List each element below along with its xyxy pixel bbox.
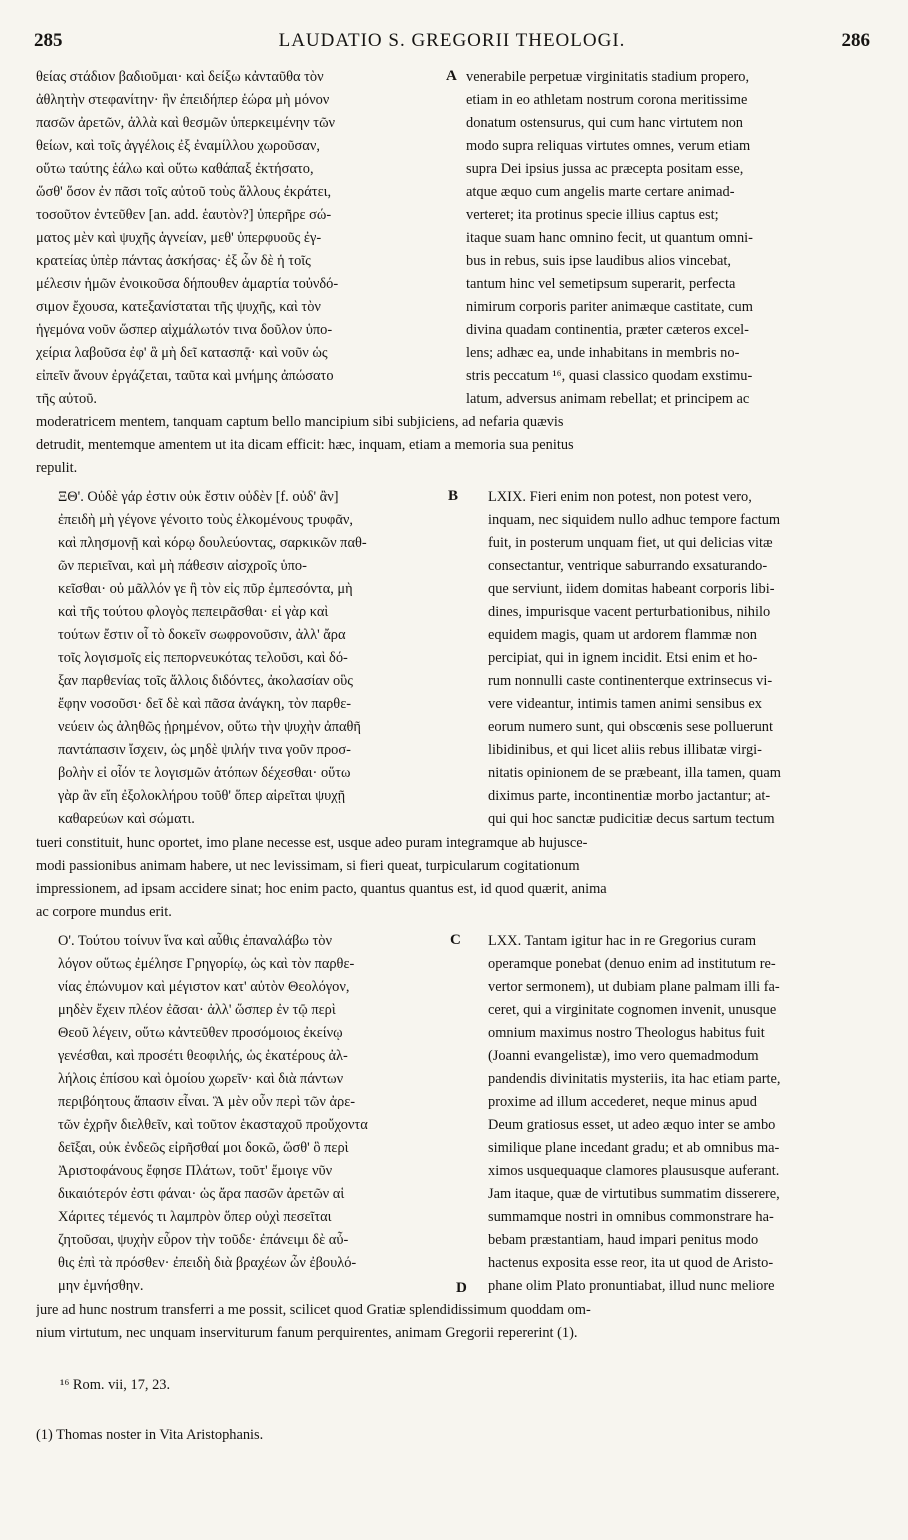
margin-marker-b: B: [448, 488, 459, 504]
text-line: δικαιότερόν ἐστι φάναι· ὡς ἄρα πασῶν ἀρετῶν αἱ: [58, 1186, 345, 1202]
greek-column-2: [36, 486, 440, 831]
text-line: βολὴν εἰ οἷόν τε λογισμῶν ἀτόπων δέχεσθαι· οὕτω: [58, 765, 351, 781]
text-line: qui qui hoc sanctæ pudicitiæ decus sartum tectum: [488, 811, 775, 827]
text-line: supra Dei ipsius jussa ac præcepta positam esse,: [466, 161, 744, 177]
text-line: ὥσθ' ὅσον ἐν πᾶσι τοῖς αὐτοῦ τοὺς ἄλλους ἐκράτει,: [36, 184, 332, 200]
page-number-right: 286: [841, 30, 870, 51]
greek-column-3: [36, 930, 440, 1298]
margin-marker-a: A: [446, 68, 457, 84]
text-line: impressionem, ad ipsam accidere sinat; hoc enim pacto, quantus quantus est, id quod quærit, anima: [36, 881, 607, 897]
text-line: πασῶν ἀρετῶν, ἀλλὰ καὶ θεσμῶν ὑπερκειμένην τῶν: [36, 115, 336, 131]
text-line: καὶ τῆς τούτου φλογὸς πεπειρᾶσθαι· εἰ γὰρ καὶ: [58, 604, 329, 620]
text-line: εἰπεῖν ἄνουν ἐργάζεται, ταῦτα καὶ μνήμης ἀπώσατο: [36, 368, 334, 384]
text-line: tantum hinc vel semetipsum superarit, perfecta: [466, 276, 736, 292]
text-line: τούτων ἔστιν οἷ τὸ δοκεῖν σωφρονοῦσιν, ἀλλ' ἄρα: [58, 627, 346, 643]
text-line: modi passionibus animam habere, ut nec levissimam, si fieri queat, turpicularum cogitationum: [36, 858, 580, 874]
text-line: tueri constituit, hunc oportet, imo plane necesse est, usque adeo puram integramque ab hujusce-: [36, 835, 588, 851]
text-line: nitatis opinionem de se præbeant, illa tamen, quam: [488, 765, 781, 781]
text-line: bus in rebus, suis ipse laudibus alios vincebat,: [466, 253, 731, 269]
text-line: καθαρεύων καὶ σώματι.: [58, 811, 195, 827]
text-line: proxime ad illum accederet, neque minus apud: [488, 1094, 757, 1110]
text-line: libidinibus, et qui licet aliis rebus illibatæ virgi-: [488, 742, 762, 758]
text-line: θείας στάδιον βαδιοῦμαι· καὶ δείξω κἀνταῦθα τὸν: [36, 69, 324, 85]
text-line: μέλεσιν ἡμῶν ἐνοικοῦσα δήπουθεν ἁμαρτία τοὐνδό-: [36, 276, 339, 292]
text-line: consectantur, ventrique saburrando exsaturando-: [488, 558, 768, 574]
latin-fullwidth-1: [36, 411, 874, 480]
text-line: λήλοις ἐπίσου καὶ ὁμοίου χωρεῖν· καὶ διὰ πάντων: [58, 1071, 344, 1087]
text-line: κεῖσθαι· οὐ μᾶλλόν γε ἢ τὸν εἰς πῦρ ἐμπεσόντα, μὴ: [58, 581, 353, 597]
text-line: ἐπειδὴ μὴ γέγονε γένοιτο τοὺς ἑλκομένους τρυφᾶν,: [58, 512, 353, 528]
text-line: bebam præstantiam, haud impari penitus modo: [488, 1232, 759, 1248]
text-line: verteret; ita protinus specie illius captus est;: [466, 207, 719, 223]
text-line: dines, impurisque vacent perturbationibus, nihilo: [488, 604, 771, 620]
text-line: fuit, in posterum unquam fiet, ut qui delicias vitæ: [488, 535, 773, 551]
text-line: νεύειν ὡς ἀληθῶς ᾑρημένον, οὕτω τὴν ψυχὴν ἀπαθῆ: [58, 719, 361, 735]
page-header: [34, 30, 870, 58]
text-line: ματος μὲν καὶ ψυχῆς ἁγνείαν, μεθ' ὑπερφυοῦς ἐγ-: [36, 230, 322, 246]
text-line: que serviunt, iidem domitas habeant corporis libi-: [488, 581, 775, 597]
text-line: ἀθλητὴν στεφανίτην· ἣν ἐπειδήπερ ἑώρα μὴ μόνον: [36, 92, 330, 108]
text-line: (Joanni evangelistæ), imo vero quemadmodum: [488, 1048, 759, 1064]
text-line: χείρια λαβοῦσα ἐφ' ἃ μὴ δεῖ κατασπᾷ· καὶ νοῦν ὡς: [36, 345, 328, 361]
text-line: equidem magis, quam ut ardorem flammæ non: [488, 627, 757, 643]
text-line: Θεοῦ λέγειν, οὕτω κἀντεῦθεν προσόμοιος ἐκείνῳ: [58, 1025, 343, 1041]
text-line: ac corpore mundus erit.: [36, 904, 172, 920]
text-line: LXX. Tantam igitur hac in re Gregorius curam: [488, 933, 757, 949]
text-line: γὰρ ἂν εἴη ἐξολοκλήρου τοῦθ' ὅπερ αἱρεῖται ψυχῇ: [58, 788, 346, 804]
text-line: γενέσθαι, καὶ προσέτι θεοφιλής, ὡς ἑκατέρους ἀλ-: [58, 1048, 348, 1064]
text-line: τοῖς λογισμοῖς εἰς πεπορνευκότας τελοῦσι, καὶ δό-: [58, 650, 348, 666]
text-line: τῆς αὐτοῦ.: [36, 391, 97, 407]
text-line: ζητοῦσαι, ψυχὴν εὗρον τὴν τοῦδε· ἐπάνειμι δὲ αὖ-: [58, 1232, 349, 1248]
text-line: venerabile perpetuæ virginitatis stadium propero,: [466, 69, 750, 85]
text-line: ἡγεμόνα νοῦν ὥσπερ αἰχμάλωτόν τινα δοῦλον ὑπο-: [36, 322, 333, 338]
text-line: LXIX. Fieri enim non potest, non potest vero,: [488, 489, 752, 505]
text-line: τοσοῦτον ἐντεῦθεν [an. add. ἑαυτὸν?] ὑπερῆρε σώ-: [36, 207, 332, 223]
text-line: vere videantur, intimis tamen animi sensibus ex: [488, 696, 762, 712]
text-line: ἔφην νοσοῦσι· δεῖ δὲ καὶ πᾶσα ἀνάγκη, τὸν παρθε-: [58, 696, 352, 712]
text-line: vertor sermonem), ut dubiam plane palmam illi fa-: [488, 979, 780, 995]
text-line: Χάριτες τέμενός τι λαμπρὸν ὅπερ οὐχὶ πεσεῖται: [58, 1209, 332, 1225]
text-line: jure ad hunc nostrum transferri a me possit, scilicet quod Gratiæ splendidissimum quoddam om-: [36, 1302, 591, 1318]
text-line: Ο'. Τούτου τοίνυν ἵνα καὶ αὖθις ἐπαναλάβω τὸν: [58, 933, 332, 949]
text-line: οὕτω ταύτης ἑάλω καὶ οὕτω καθάπαξ ἐκτήσατο,: [36, 161, 314, 177]
text-line: θις ἐπὶ τὰ πρόσθεν· ἐπειδὴ διὰ βραχέων ὧν ἐβουλό-: [58, 1255, 357, 1271]
latin-column-2: [466, 486, 874, 831]
text-line: καὶ πλησμονῇ καὶ κόρῳ δουλεύοντας, σαρκικῶν παθ-: [58, 535, 367, 551]
latin-fullwidth-3: [36, 1299, 874, 1345]
text-line: nium virtutum, nec unquam inserviturum fanum perquirentes, animam Gregorii repererint (1).: [36, 1325, 578, 1341]
latin-column-3: [466, 930, 874, 1298]
margin-marker-d: D: [456, 1280, 467, 1296]
text-line: percipiat, qui in ignem incidit. Etsi enim et ho-: [488, 650, 758, 666]
text-line: operamque ponebat (denuo enim ad institutum re-: [488, 956, 776, 972]
text-line: hactenus exposita esse reor, ita ut quod de Aristo-: [488, 1255, 774, 1271]
latin-fullwidth-2: [36, 832, 874, 924]
text-line: ῶν περιεῖναι, καὶ μὴ πάθεσιν αἰσχροῖς ὑπο-: [58, 558, 307, 574]
text-line: latum, adversus animam rebellat; et principem ac: [466, 391, 750, 407]
text-line: θείων, καὶ τοῖς ἀγγέλοις ἐξ ἐναμίλλου χωροῦσαν,: [36, 138, 320, 154]
text-line: etiam in eo athletam nostrum corona meritissime: [466, 92, 748, 108]
text-line: δεῖξαι, οὐκ ἐνδεῶς εἰρῆσθαί μοι δοκῶ, ὥσθ' ὃ περὶ: [58, 1140, 349, 1156]
text-line: modo supra reliquas virtutes omnes, verum etiam: [466, 138, 751, 154]
text-line: ξαν παρθενίας τοῖς ἄλλοις διδόντες, ἀκολασίαν οὓς: [58, 673, 354, 689]
text-line: repulit.: [36, 460, 78, 476]
text-line: phane olim Plato pronuntiabat, illud nunc meliore: [488, 1278, 775, 1294]
footnote-scripture: ¹⁶ Rom. vii, 17, 23.: [60, 1377, 171, 1393]
text-line: Jam itaque, quæ de virtutibus summatim disserere,: [488, 1186, 780, 1202]
text-line: eorum numero sunt, qui obscœnis sese polluerunt: [488, 719, 773, 735]
text-line: τῶν ἐχρῆν διελθεῖν, καὶ τοῦτον ἑκασταχοῦ προὔχοντα: [58, 1117, 368, 1133]
text-line: stris peccatum ¹⁶, quasi classico quodam exstimu-: [466, 368, 753, 384]
text-line: σιμον ἔχουσα, κατεξανίσταται τῆς ψυχῆς, καὶ τὸν: [36, 299, 321, 315]
text-line: pandendis divinitatis mysteriis, ita hac etiam parte,: [488, 1071, 781, 1087]
text-line: omnium maximus nostro Theologus habitus fuit: [488, 1025, 765, 1041]
text-line: μην ἐμνήσθην.: [58, 1278, 144, 1294]
text-line: λόγον οὕτως ἐμέλησε Γρηγορίῳ, ὡς καὶ τὸν παρθε-: [58, 956, 355, 972]
text-line: donatum ostensurus, qui cum hanc virtutem non: [466, 115, 743, 131]
text-line: κρατείας ὑπὲρ πάντας ἀσκήσας· ἐξ ὧν δὲ ἡ τοῖς: [36, 253, 311, 269]
text-line: divina quadam continentia, præter cæteros excel-: [466, 322, 749, 338]
text-line: ΞΘ'. Οὐδὲ γάρ ἐστιν οὐκ ἔστιν οὐδὲν [f. οὐδ' ἂν]: [58, 489, 339, 505]
text-line: περιβόητους ἅπασιν εἶναι. Ἃ μὲν οὖν περὶ τῶν ἀρε-: [58, 1094, 356, 1110]
text-line: νίας ἐπώνυμον καὶ μέγιστον κατ' αὐτὸν Θεολόγον,: [58, 979, 350, 995]
text-line: lens; adhæc ea, unde inhabitans in membris no-: [466, 345, 740, 361]
running-title: LAUDATIO S. GREGORII THEOLOGI.: [278, 30, 626, 51]
text-line: rum nonnulli caste continenterque extrinsecus vi-: [488, 673, 773, 689]
text-line: diximus parte, incontinentiæ morbo jactantur; at-: [488, 788, 771, 804]
greek-column-1: [36, 66, 440, 411]
text-line: summamque nostri in omnibus commonstrare ha-: [488, 1209, 774, 1225]
text-line: ceret, qui a virginitate cognomen invenit, unusque: [488, 1002, 777, 1018]
text-line: itaque suam hanc omnino fecit, ut quantum omni-: [466, 230, 753, 246]
text-line: detrudit, mentemque amentem ut ita dicam efficit: hæc, inquam, etiam a memoria sua penitus: [36, 437, 574, 453]
latin-column-1: [466, 66, 874, 411]
text-line: moderatricem mentem, tanquam captum bello mancipium sibi subjiciens, ad nefaria quævis: [36, 414, 564, 430]
text-line: Ἀριστοφάνους ἔφησε Πλάτων, τοῦτ' ἔμοιγε νῦν: [58, 1163, 333, 1179]
text-line: atque æquo cum angelis marte certare animad-: [466, 184, 735, 200]
text-line: ximos usquequaque clamores plaususque auferant.: [488, 1163, 780, 1179]
text-line: nimirum corporis pariter animæque castitate, cum: [466, 299, 753, 315]
margin-marker-c: C: [450, 932, 461, 948]
text-line: παντάπασιν ἴσχειν, ὡς μηδὲ ψιλήν τινα γοῦν προσ-: [58, 742, 351, 758]
text-line: μηδὲν ἔχειν πλέον ἐᾶσαι· ἀλλ' ὥσπερ ἐν τῷ περὶ: [58, 1002, 336, 1018]
footnote-note: (1) Thomas noster in Vita Aristophanis.: [36, 1427, 264, 1443]
text-line: Deum gratiosus esset, ut adeo æquo inter se ambo: [488, 1117, 776, 1133]
text-line: inquam, nec siquidem nullo adhuc tempore factum: [488, 512, 781, 528]
page-number-left: 285: [34, 30, 63, 51]
text-line: similique plane incedant gradu; et ab omnibus ma-: [488, 1140, 780, 1156]
